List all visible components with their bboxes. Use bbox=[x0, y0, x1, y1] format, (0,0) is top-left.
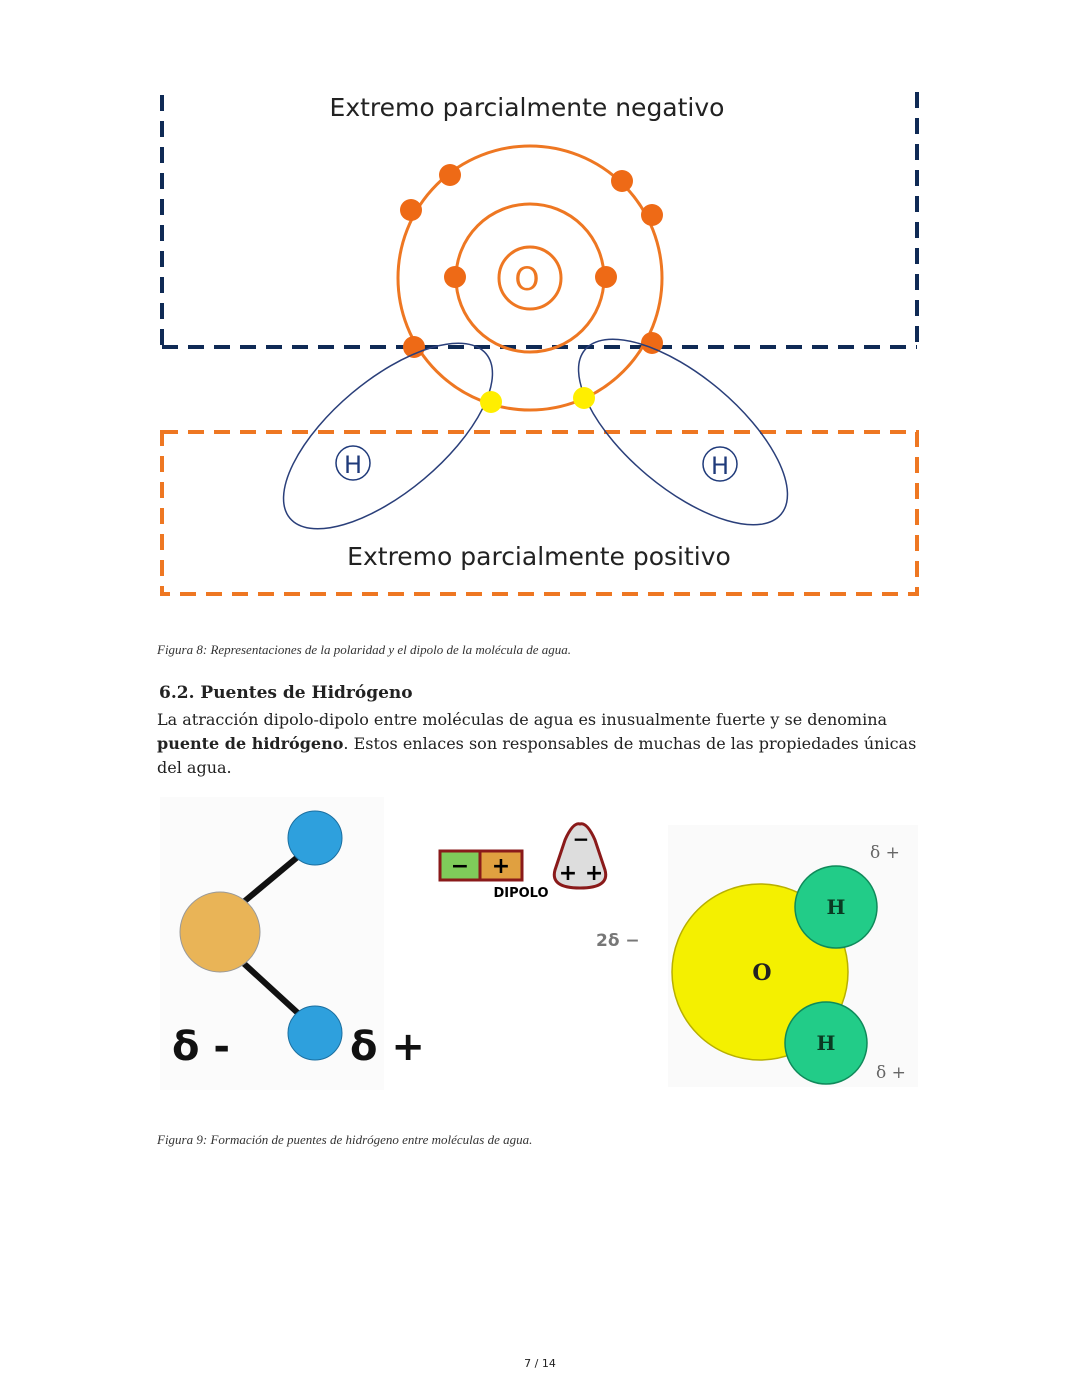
oxygen-symbol: O bbox=[752, 960, 772, 986]
hydrogen-symbol: H bbox=[826, 895, 846, 919]
section-heading: 6.2. Puentes de Hidrógeno bbox=[159, 683, 413, 703]
hydrogen-symbol: H bbox=[816, 1031, 836, 1055]
figure-9-caption: Figura 9: Formación de puentes de hidrógeno entre moléculas de agua. bbox=[157, 1132, 533, 1147]
shared-electron bbox=[573, 387, 595, 409]
dipole-minus: − bbox=[450, 854, 470, 879]
hydrogen-symbol: H bbox=[343, 451, 363, 479]
hydrogen-symbol: H bbox=[710, 452, 730, 480]
figure-8-caption: Figura 8: Representaciones de la polaridad y el dipolo de la molécula de agua. bbox=[157, 642, 571, 657]
paragraph-bold-term: puente de hidrógeno bbox=[157, 734, 344, 753]
dipole-label: DIPOLO bbox=[493, 886, 549, 901]
dipole-plus: + bbox=[491, 854, 511, 879]
page-number: 7 / 14 bbox=[524, 1357, 556, 1370]
triangle-plus: + + bbox=[558, 861, 604, 886]
paragraph-text: La atracción dipolo-dipolo entre moléculas de agua es inusualmente fuerte y se denomina bbox=[157, 710, 888, 729]
triangle-minus: − bbox=[572, 827, 590, 851]
paragraph-text: . Estos enlaces son responsables de muchas de las propiedades únicas del agua. bbox=[157, 734, 917, 777]
hydrogen-ball bbox=[288, 1006, 342, 1060]
oxygen-symbol: O bbox=[514, 260, 540, 298]
hydrogen-ball bbox=[288, 811, 342, 865]
shared-electron bbox=[480, 391, 502, 413]
delta-plus-label: δ + bbox=[876, 1063, 906, 1083]
negative-end-label: Extremo parcialmente negativo bbox=[329, 93, 725, 122]
delta-plus-label: δ + bbox=[870, 843, 900, 863]
positive-end-label: Extremo parcialmente positivo bbox=[347, 542, 731, 571]
delta-minus-label: δ - bbox=[172, 1024, 231, 1070]
section-paragraph bbox=[157, 708, 927, 780]
two-delta-minus-label: 2δ − bbox=[596, 931, 640, 951]
oxygen-ball bbox=[180, 892, 260, 972]
delta-plus-label: δ + bbox=[350, 1024, 425, 1070]
